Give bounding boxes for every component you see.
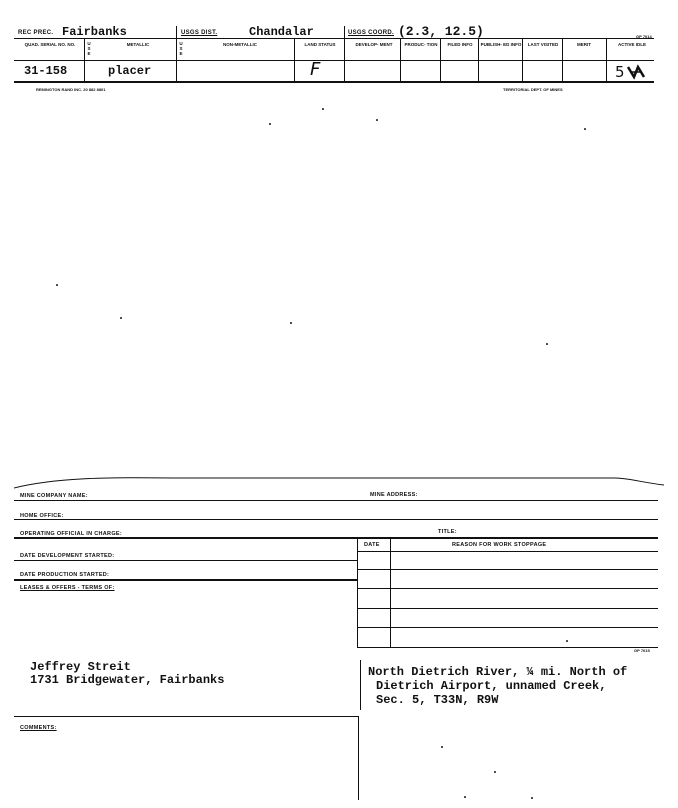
footer-right: TERRITORIAL DEPT. OF MINES: [503, 87, 563, 92]
owner-address: 1731 Bridgewater, Fairbanks: [30, 673, 225, 687]
title-label: TITLE:: [438, 529, 457, 535]
col-land-status: LAND STATUS: [304, 42, 336, 47]
usgs-dist-value: Chandalar: [249, 25, 314, 39]
usgs-dist-label: USGS DIST.: [181, 30, 218, 36]
location-line-3: Sec. 5, T33N, R9W: [376, 693, 499, 707]
leases-offers-label: LEASES & OFFERS - TERMS OF:: [20, 585, 115, 591]
col-last-visited: LAST VISITED: [527, 42, 559, 47]
col-metallic: METALLIC: [126, 42, 150, 47]
location-line-1: North Dietrich River, ¼ mi. North of: [368, 665, 628, 679]
mine-address-label: MINE ADDRESS:: [370, 492, 418, 498]
date-column-header: DATE: [364, 542, 380, 548]
metallic-value: placer: [108, 64, 152, 78]
card-edge-curve: [14, 476, 664, 490]
home-office-label: HOME OFFICE:: [20, 513, 64, 519]
mine-company-label: MINE COMPANY NAME:: [20, 493, 88, 499]
form-number-bottom: GP 7015: [634, 648, 650, 653]
date-development-label: DATE DEVELOPMENT STARTED:: [20, 553, 115, 559]
col-published-info: PUBLISH- ED INFO: [480, 42, 522, 47]
location-line-2: Dietrich Airport, unnamed Creek,: [376, 679, 607, 693]
usgs-coord-value: (2.3, 12.5): [398, 24, 484, 39]
owner-name: Jeffrey Streit: [30, 660, 131, 674]
footer-left: REMINGTON RAND INC. 20 882 8801: [36, 87, 106, 92]
col-use-metallic: U S E: [87, 41, 91, 56]
col-active-idle: ACTIVE IDLE: [617, 42, 646, 47]
col-development: DEVELOP- MENT: [355, 42, 393, 47]
comments-label: COMMENTS:: [20, 725, 57, 731]
top-line-1: [14, 38, 654, 39]
col-filed-info: FILED INFO: [447, 42, 473, 47]
col-quad-serial: QUAD. SERIAL NO. NO.: [24, 42, 76, 47]
col-merit: MERIT: [577, 42, 591, 47]
col-use-nonmetallic: U S E: [179, 41, 183, 56]
active-mark-icon: [626, 63, 648, 81]
rec-prec-label: REC PREC.: [18, 30, 54, 36]
land-status-value: F: [310, 59, 321, 80]
col-production: PRODUC- TION: [404, 42, 438, 47]
serial-value: 31-158: [24, 64, 68, 78]
col-nonmetallic: NON-METALLIC: [223, 42, 257, 47]
date-production-label: DATE PRODUCTION STARTED:: [20, 572, 110, 578]
rec-prec-value: Fairbanks: [62, 25, 127, 39]
operating-official-label: OPERATING OFFICIAL IN CHARGE:: [20, 531, 122, 537]
usgs-coord-label: USGS COORD.: [348, 30, 394, 36]
active-value: 5: [615, 63, 625, 81]
reason-column-header: REASON FOR WORK STOPPAGE: [452, 542, 547, 548]
form-number-top: GP 7014: [636, 34, 652, 39]
